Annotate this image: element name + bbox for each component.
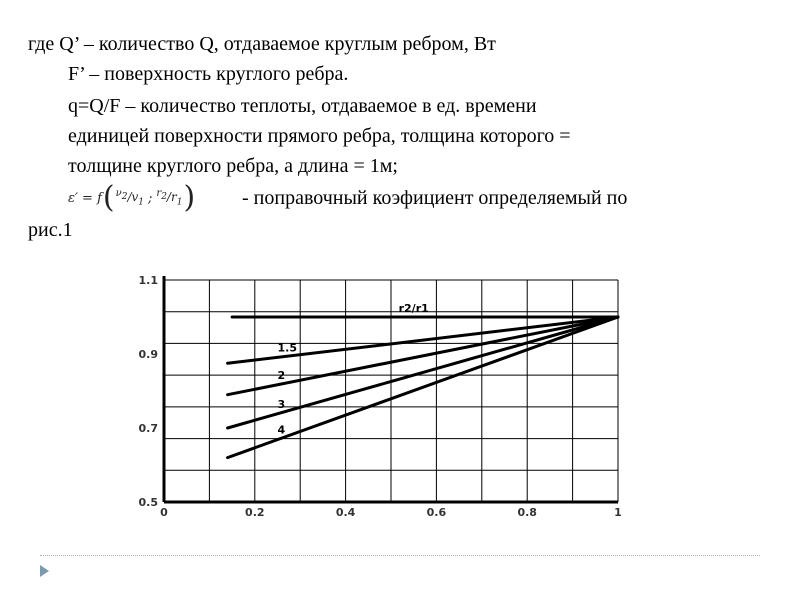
x-tick-label: 0.2 <box>245 506 265 519</box>
y-tick-label: 0.7 <box>138 422 158 435</box>
x-tick-label: 1 <box>614 506 622 519</box>
legend-title: r2/r1 <box>398 302 429 315</box>
curve-label: 4 <box>277 423 286 437</box>
formula-num-1-sub: 2 <box>121 192 128 203</box>
x-tick-label: 0 <box>160 506 168 519</box>
y-tick-label: 1.1 <box>138 274 158 287</box>
text-line-2: F’ – поверхность круглого ребра. <box>68 63 349 85</box>
y-tick-label: 0.5 <box>138 496 158 509</box>
formula-fraction-v: $^{\nu_2}/v_1$ <box>115 188 145 208</box>
text-line-4: единицей поверхности прямого ребра, толщина которого = <box>68 125 571 147</box>
y-tick-label: 0.9 <box>138 348 158 361</box>
curve-label: 1.5 <box>277 341 297 355</box>
formula-den-1: v <box>131 190 139 205</box>
formula-open-paren: ( <box>102 180 115 215</box>
figure-1-chart <box>120 262 640 524</box>
text-line-7: рис.1 <box>28 219 73 241</box>
formula-close-paren: ) <box>183 180 196 215</box>
formula-lhs: ε′ = f <box>68 190 102 206</box>
x-tick-label: 0.6 <box>426 506 447 519</box>
text-line-5: толщине круглого ребра, а длина = 1м; <box>68 155 398 177</box>
formula-den-1-sub: 1 <box>138 197 145 208</box>
formula-fraction-r: $^{r_2}/r_1$ <box>156 188 183 208</box>
formula-den-2-sub: 1 <box>176 197 183 208</box>
series-line-3 <box>228 317 618 428</box>
formula-den-2: r <box>170 190 177 205</box>
series-line-4 <box>228 317 618 458</box>
footer-divider <box>40 555 760 556</box>
curve-label: 3 <box>277 397 286 411</box>
formula-num-2-sub: 2 <box>161 192 167 203</box>
formula-num-1: ν <box>115 188 122 200</box>
x-tick-label: 0.8 <box>517 506 537 519</box>
formula-separator: ; <box>148 190 153 206</box>
text-line-6: - поправочный коэфициент определяемый по <box>242 187 628 209</box>
curve-label: 2 <box>277 368 286 382</box>
chart-svg <box>120 262 640 524</box>
text-line-3: q=Q/F – количество теплоты, отдаваемое в ед. времени <box>68 95 537 117</box>
correction-formula <box>68 182 196 214</box>
nav-arrow-icon[interactable] <box>40 565 49 577</box>
x-tick-label: 0.4 <box>335 506 356 519</box>
text-line-1: где Q’ – количество Q, отдаваемое круглым ребром, Вт <box>28 33 496 55</box>
formula-num-2: r <box>156 188 162 200</box>
